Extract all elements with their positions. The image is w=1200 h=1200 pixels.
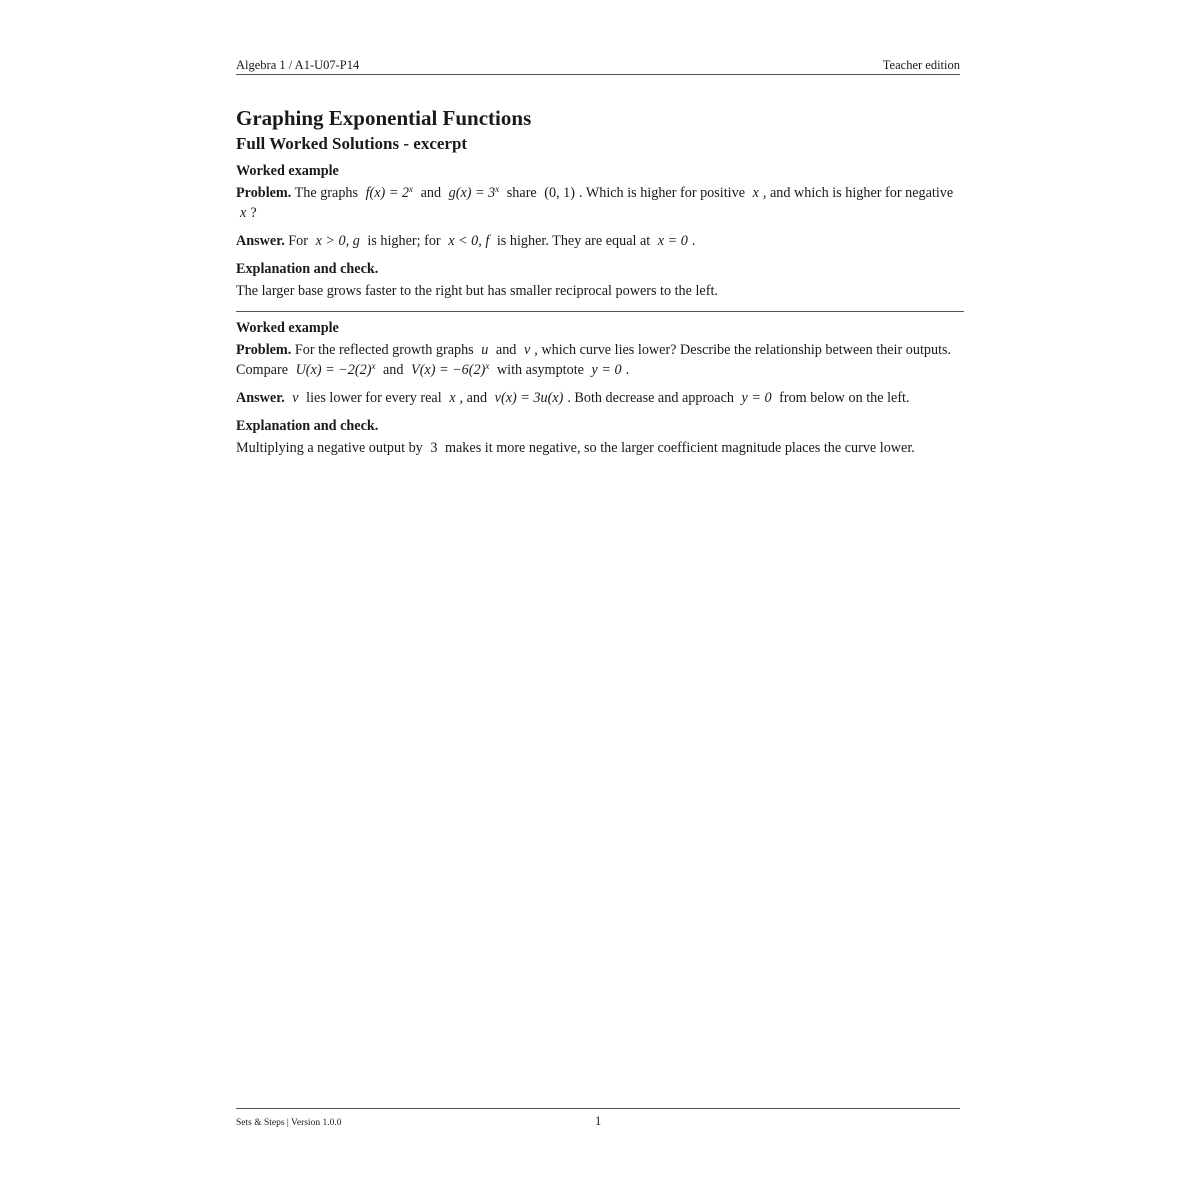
answer-text: lies lower for every real	[306, 390, 442, 406]
worked-example-heading: Worked example	[236, 320, 339, 336]
worked-example-1	[236, 161, 966, 301]
math-expression: y = 0	[591, 362, 622, 378]
math-expression: x = 0	[657, 233, 688, 249]
math-expression: x	[240, 205, 247, 221]
page-subtitle: Full Worked Solutions - excerpt	[236, 134, 468, 153]
answer-label: Answer.	[236, 390, 285, 406]
problem-text: , which curve lies lower? Describe the relationship between their outputs. Compare	[236, 342, 952, 378]
answer-text: is higher; for	[367, 233, 441, 249]
answer-paragraph	[236, 388, 966, 408]
math-expression: v(x) = 3u(x)	[494, 390, 564, 406]
answer-text: . Both decrease and approach	[567, 390, 734, 406]
math-expression: $f(x) = 2^x$	[365, 184, 414, 201]
worked-example-2	[236, 318, 966, 458]
problem-text: and	[495, 342, 517, 358]
problem-text: and	[420, 185, 442, 201]
explanation-heading: Explanation and check.	[236, 418, 379, 434]
explanation-text: The larger base grows faster to the right but has smaller reciprocal powers to the left.	[236, 283, 718, 299]
page-footer	[236, 1108, 960, 1128]
header-course-code: Algebra 1 / A1-U07-P14	[236, 58, 360, 72]
answer-label: Answer.	[236, 233, 285, 249]
math-expression: x > 0, g	[315, 233, 360, 249]
problem-text: and	[382, 362, 404, 378]
answer-text: is higher. They are equal at	[496, 233, 651, 249]
problem-text: with asymptote	[496, 362, 584, 378]
section-divider	[236, 311, 964, 312]
math-expression: v	[292, 390, 299, 406]
document-body	[236, 104, 966, 458]
page-number: 1	[595, 1114, 602, 1128]
math-expression: u	[481, 342, 489, 358]
math-expression: 3	[430, 440, 438, 456]
math-expression: $V(x) = -6(2)^x$	[411, 361, 490, 378]
math-expression: $g(x) = 3^x$	[448, 184, 500, 201]
answer-text: For	[288, 233, 309, 249]
problem-label: Problem.	[236, 185, 292, 201]
header-edition: Teacher edition	[882, 58, 960, 72]
problem-text: For the reflected growth graphs	[294, 342, 474, 358]
math-expression: v	[523, 342, 531, 358]
answer-text: .	[691, 233, 696, 249]
problem-paragraph	[236, 340, 966, 380]
math-expression: $U(x) = -2(2)^x$	[295, 361, 376, 378]
problem-text: The graphs	[294, 185, 359, 201]
answer-text: from below on the left.	[779, 390, 910, 406]
worked-example-heading: Worked example	[236, 163, 339, 179]
footer-version: Sets & Steps | Version 1.0.0	[236, 1118, 342, 1128]
problem-paragraph	[236, 183, 966, 223]
explanation-text: Multiplying a negative output by 3 makes it more negative, so the larger coefficient magnitude places the curve lower.	[236, 440, 915, 456]
math-expression: (0, 1)	[544, 185, 575, 201]
page-header	[236, 57, 960, 75]
problem-text: ?	[250, 205, 257, 221]
math-expression: x	[752, 185, 759, 201]
answer-text: , and	[459, 390, 488, 406]
math-expression: y = 0	[741, 390, 772, 406]
page-title: Graphing Exponential Functions	[236, 106, 532, 130]
problem-text: , and which is higher for negative	[762, 185, 954, 201]
problem-label: Problem.	[236, 342, 292, 358]
explanation-heading: Explanation and check.	[236, 261, 379, 277]
math-expression: x	[449, 390, 456, 406]
problem-text: share	[506, 185, 537, 201]
problem-text: .	[625, 362, 630, 378]
math-expression: x < 0, f	[448, 233, 490, 249]
answer-paragraph	[236, 231, 966, 251]
problem-text: . Which is higher for positive	[579, 185, 746, 201]
